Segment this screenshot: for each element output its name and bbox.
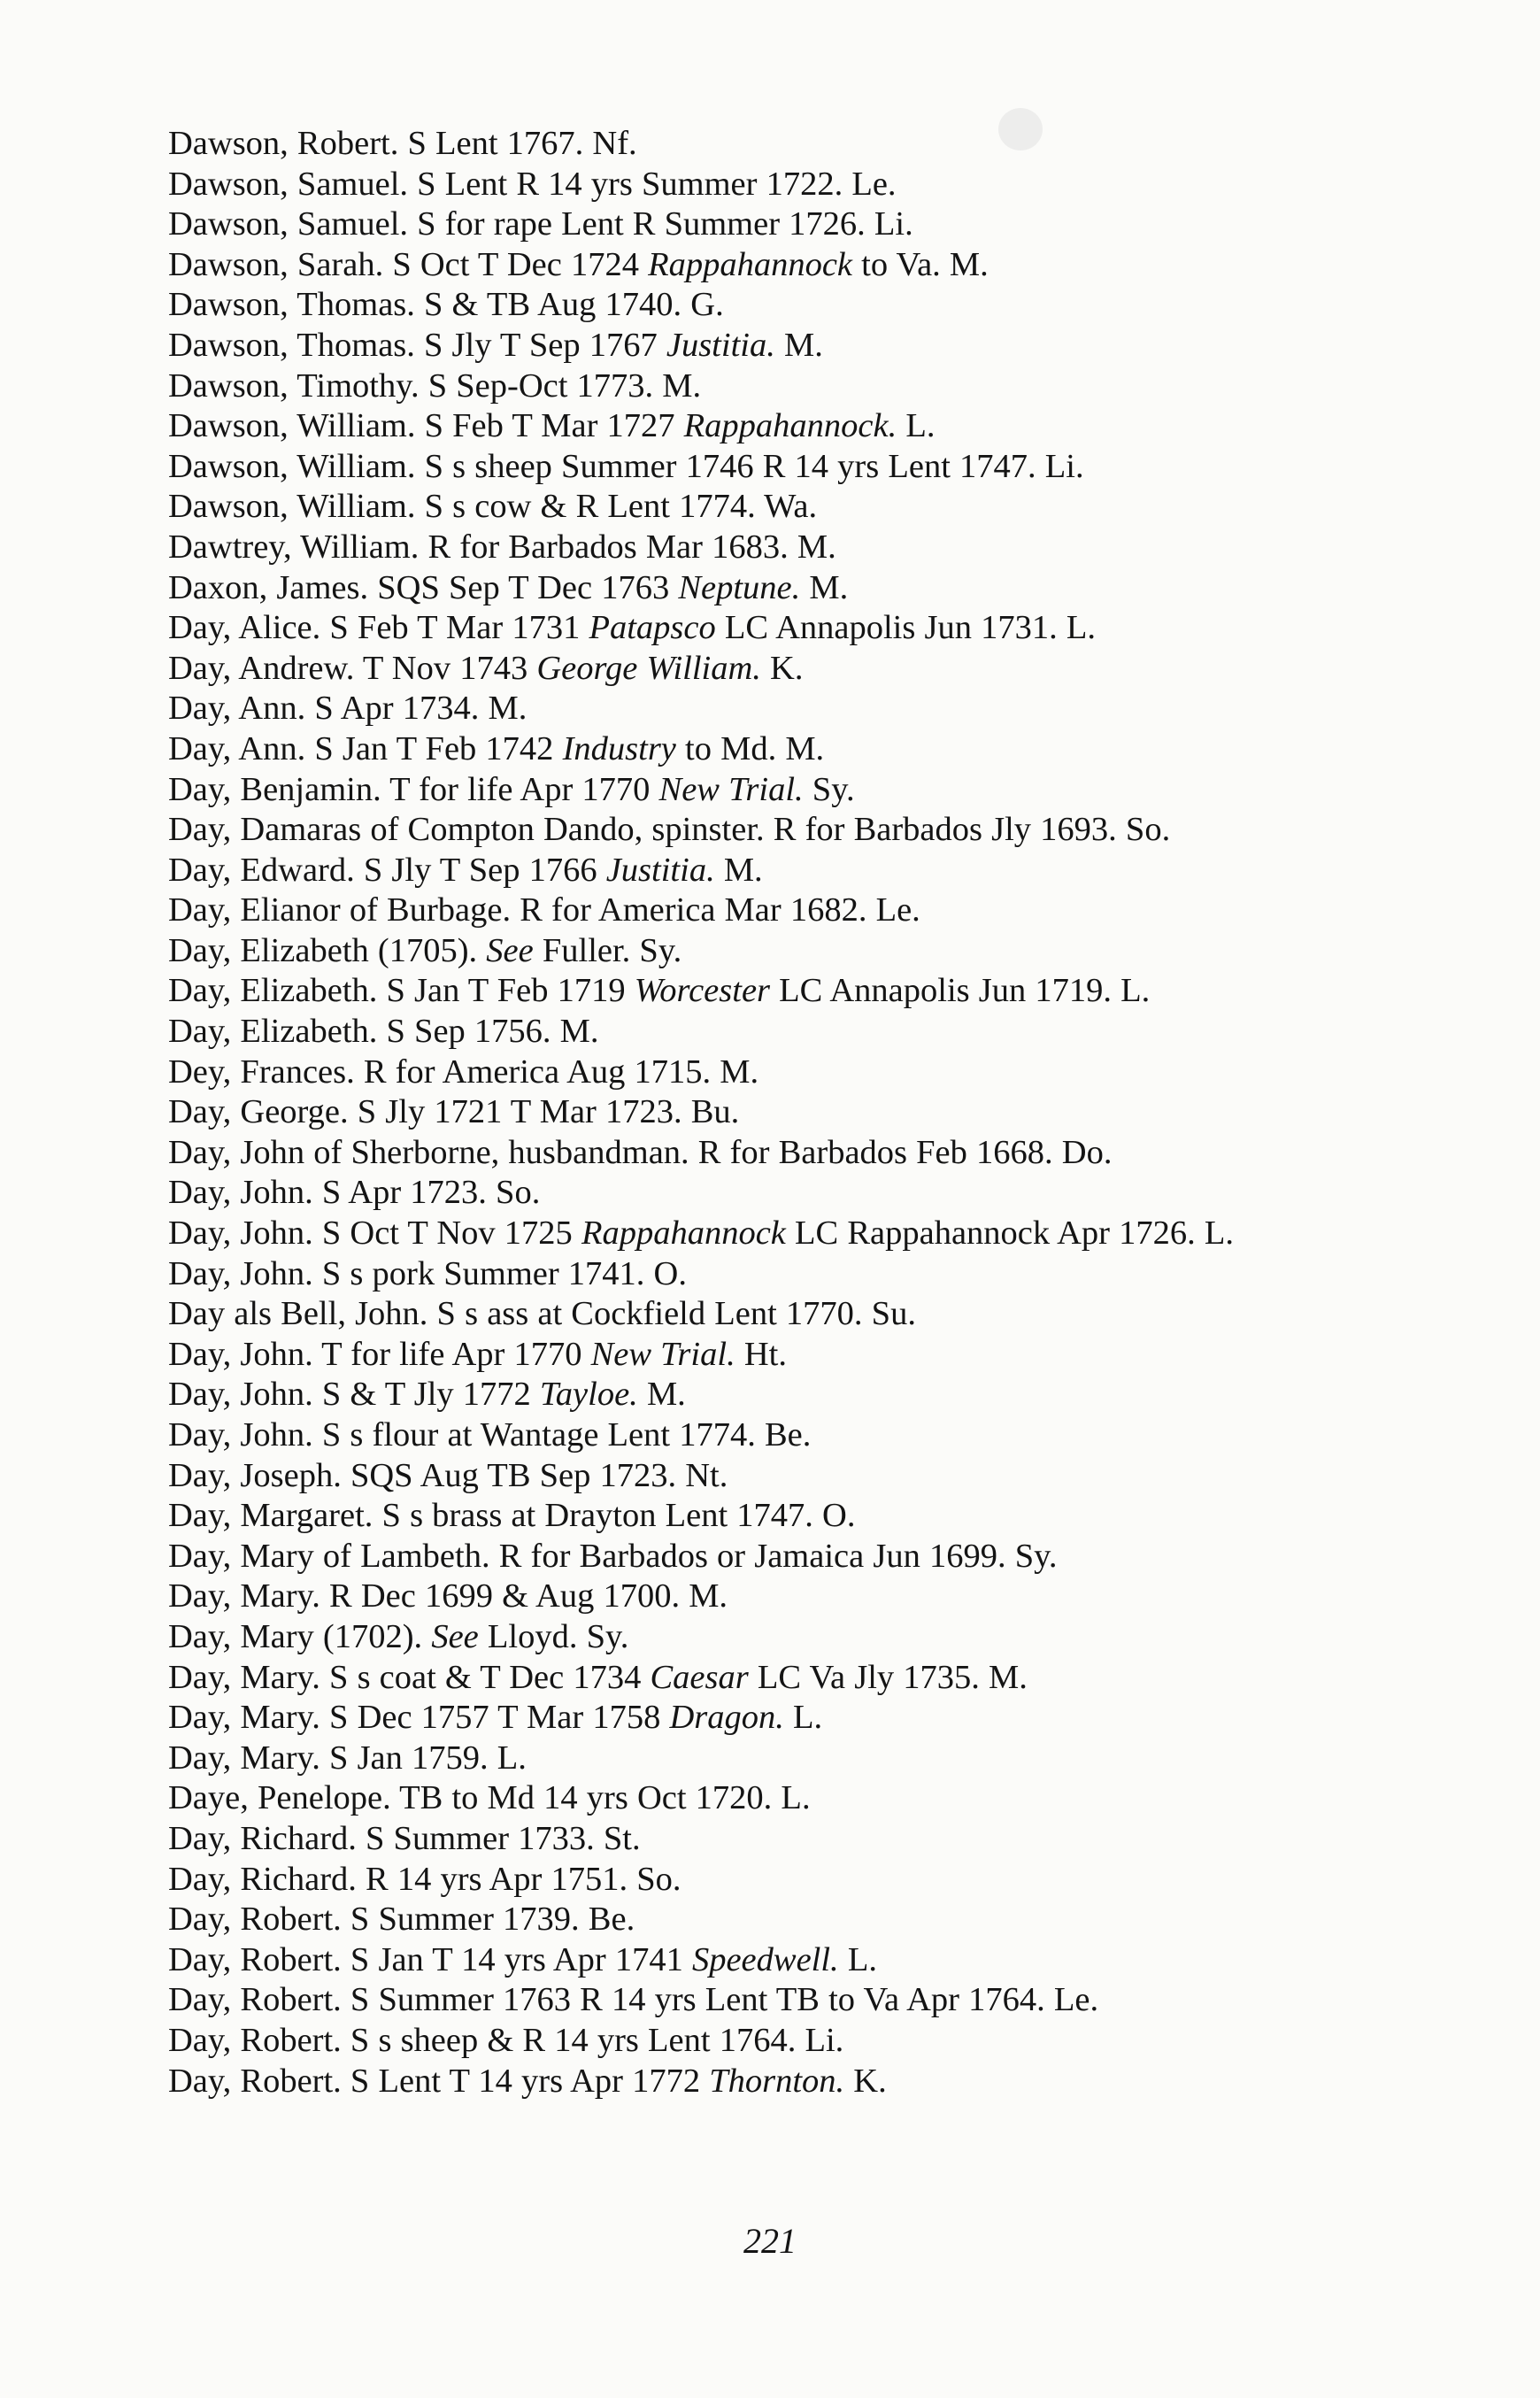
entry-text: Day, John. T for life Apr 1770 — [168, 1335, 591, 1373]
list-item — [168, 285, 1372, 326]
entry-text: Day, Alice. S Feb T Mar 1731 — [168, 609, 589, 647]
entry-italic-text: Justitia. — [666, 326, 775, 364]
entry-text: LC Rappahannock Apr 1726. L. — [785, 1214, 1235, 1253]
entry-text: Day, Ann. S Jan T Feb 1742 — [168, 729, 563, 767]
list-item — [168, 2021, 1372, 2062]
entry-text: Dawson, William. S s sheep Summer 1746 R 14 yrs Lent 1747. Li. — [168, 447, 1084, 485]
entry-text: Day als Bell, John. S s ass at Cockfield Lent 1770. Su. — [168, 1295, 916, 1333]
entry-text: Day, Mary. S s coat & T Dec 1734 — [168, 1658, 651, 1696]
entry-text: Day, Andrew. T Nov 1743 — [168, 649, 537, 687]
entry-text: Day, John. S Apr 1723. So. — [168, 1174, 541, 1212]
entry-italic-text: Dragon. — [669, 1699, 784, 1737]
entry-text: Day, Mary. S Jan 1759. L. — [168, 1739, 527, 1777]
entry-text: M. — [714, 851, 763, 889]
list-item — [168, 891, 1372, 931]
list-item — [168, 1254, 1372, 1295]
entry-text: K. — [844, 2062, 887, 2100]
list-item — [168, 1617, 1372, 1658]
entry-text: Dawtrey, William. R for Barbados Mar 1683. M. — [168, 528, 836, 566]
entry-italic-text: Patapsco — [589, 609, 716, 647]
entry-text: Day, Mary. R Dec 1699 & Aug 1700. M. — [168, 1577, 728, 1615]
entry-text: Day, Damaras of Compton Dando, spinster. R for Barbados Jly 1693. So. — [168, 811, 1171, 849]
list-item — [168, 326, 1372, 366]
entry-text: Day, Ann. S Apr 1734. M. — [168, 690, 527, 728]
list-item — [168, 931, 1372, 972]
list-item — [168, 1173, 1372, 1214]
list-item — [168, 971, 1372, 1012]
entry-text: Lloyd. Sy. — [478, 1617, 629, 1655]
list-item — [168, 1537, 1372, 1577]
entry-text: Day, Margaret. S s brass at Drayton Lent 1747. O. — [168, 1497, 856, 1535]
list-item — [168, 1214, 1372, 1254]
entry-text: Dawson, Thomas. S & TB Aug 1740. G. — [168, 286, 724, 324]
entry-text: Sy. — [803, 770, 855, 808]
list-item — [168, 770, 1372, 811]
entry-text: Day, Robert. S Summer 1739. Be. — [168, 1901, 635, 1939]
list-item — [168, 487, 1372, 528]
entry-text: M. — [800, 568, 849, 606]
entry-italic-text: New Trial. — [658, 770, 804, 808]
list-item — [168, 204, 1372, 245]
entry-text: Day, Elianor of Burbage. R for America Mar 1682. Le. — [168, 891, 920, 929]
entry-text: Day, Mary. S Dec 1757 T Mar 1758 — [168, 1699, 670, 1737]
entry-italic-text: Thornton. — [709, 2062, 845, 2100]
list-item — [168, 1778, 1372, 1819]
entry-italic-text: Speedwell. — [691, 1940, 839, 1978]
entry-text: LC Va Jly 1735. M. — [748, 1658, 1028, 1696]
entry-text: Day, George. S Jly 1721 T Mar 1723. Bu. — [168, 1093, 740, 1131]
list-item — [168, 1456, 1372, 1497]
list-item — [168, 1294, 1372, 1335]
list-item — [168, 1940, 1372, 1981]
list-item — [168, 608, 1372, 649]
entry-text: Dawson, Timothy. S Sep-Oct 1773. M. — [168, 366, 702, 405]
list-item — [168, 124, 1372, 165]
entry-italic-text: Caesar — [650, 1658, 749, 1696]
list-item — [168, 1900, 1372, 1940]
entry-text: Day, Elizabeth. S Sep 1756. M. — [168, 1013, 599, 1051]
list-item — [168, 406, 1372, 447]
entry-text: M. — [637, 1376, 686, 1414]
entry-text: Day, Joseph. SQS Aug TB Sep 1723. Nt. — [168, 1456, 728, 1494]
entry-text: Day, Elizabeth. S Jan T Feb 1719 — [168, 972, 635, 1010]
list-item — [168, 1092, 1372, 1133]
entry-list — [168, 124, 1372, 2101]
entry-text: M. — [774, 326, 823, 364]
list-item — [168, 1860, 1372, 1901]
entry-text: Day, Edward. S Jly T Sep 1766 — [168, 851, 606, 889]
list-item — [168, 810, 1372, 851]
entry-text: L. — [783, 1699, 823, 1737]
entry-text: Day, John. S Oct T Nov 1725 — [168, 1214, 581, 1253]
entry-text: Dawson, Thomas. S Jly T Sep 1767 — [168, 326, 666, 364]
entry-text: to Md. M. — [675, 729, 825, 767]
list-item — [168, 1496, 1372, 1537]
list-item — [168, 1375, 1372, 1415]
list-item — [168, 447, 1372, 488]
entry-italic-text: Worcester — [634, 972, 771, 1010]
entry-text: K. — [760, 649, 804, 687]
entry-text: Day, Elizabeth (1705). — [168, 931, 487, 969]
page-number: 221 — [743, 2221, 797, 2261]
entry-text: Dawson, Robert. S Lent 1767. Nf. — [168, 125, 637, 162]
entry-text: Day, Mary (1702). — [168, 1617, 432, 1655]
list-item — [168, 1658, 1372, 1699]
entry-text: Dawson, Samuel. S for rape Lent R Summer 1726. Li. — [168, 205, 913, 243]
list-item — [168, 649, 1372, 690]
entry-text: Dey, Frances. R for America Aug 1715. M. — [168, 1052, 759, 1091]
entry-text: Day, Robert. S s sheep & R 14 yrs Lent 1764. Li. — [168, 2021, 844, 2059]
list-item — [168, 689, 1372, 729]
list-item — [168, 2062, 1372, 2102]
entry-italic-text: Rappahannock. — [683, 407, 897, 445]
entry-text: Day, Benjamin. T for life Apr 1770 — [168, 770, 659, 808]
entry-text: Day, Mary of Lambeth. R for Barbados or Jamaica Jun 1699. Sy. — [168, 1537, 1058, 1575]
list-item — [168, 1698, 1372, 1739]
entry-text: LC Annapolis Jun 1731. L. — [715, 609, 1096, 647]
entry-italic-text: Rappahannock — [648, 245, 853, 283]
list-item — [168, 1335, 1372, 1376]
entry-text: Day, Richard. S Summer 1733. St. — [168, 1819, 641, 1857]
entry-text: L. — [897, 407, 936, 445]
entry-text: Dawson, William. S Feb T Mar 1727 — [168, 407, 684, 445]
entry-text: Daxon, James. SQS Sep T Dec 1763 — [168, 568, 679, 606]
entry-italic-text: See — [431, 1617, 479, 1655]
entry-text: L. — [838, 1940, 877, 1978]
entry-italic-text: George William. — [536, 649, 761, 687]
list-item — [168, 1133, 1372, 1174]
list-item — [168, 1577, 1372, 1617]
entry-italic-text: See — [486, 931, 534, 969]
list-item — [168, 1415, 1372, 1456]
entry-italic-text: Industry — [562, 729, 676, 767]
entry-italic-text: Rappahannock — [581, 1214, 786, 1253]
entry-italic-text: Neptune. — [678, 568, 801, 606]
entry-text: LC Annapolis Jun 1719. L. — [770, 972, 1151, 1010]
entry-text: Day, John. S s pork Summer 1741. O. — [168, 1254, 687, 1292]
entry-text: Day, John. S s flour at Wantage Lent 1774. Be. — [168, 1416, 812, 1453]
list-item — [168, 366, 1372, 407]
entry-text: Day, Robert. S Summer 1763 R 14 yrs Lent TB to Va Apr 1764. Le. — [168, 1981, 1099, 2019]
list-item — [168, 245, 1372, 286]
list-item — [168, 528, 1372, 568]
list-item — [168, 729, 1372, 770]
entry-text: to Va. M. — [852, 245, 989, 283]
entry-text: Day, Robert. S Lent T 14 yrs Apr 1772 — [168, 2062, 710, 2100]
list-item — [168, 1739, 1372, 1779]
entry-text: Day, John of Sherborne, husbandman. R for Barbados Feb 1668. Do. — [168, 1133, 1113, 1171]
entry-text: Day, John. S & T Jly 1772 — [168, 1376, 540, 1414]
entry-text: Ht. — [735, 1335, 787, 1373]
entry-text: Dawson, Sarah. S Oct T Dec 1724 — [168, 245, 649, 283]
entry-text: Dawson, William. S s cow & R Lent 1774. Wa. — [168, 488, 818, 526]
list-item — [168, 851, 1372, 891]
entry-italic-text: New Trial. — [590, 1335, 735, 1373]
entry-text: Fuller. Sy. — [533, 931, 682, 969]
entry-text: Dawson, Samuel. S Lent R 14 yrs Summer 1722. Le. — [168, 165, 897, 203]
list-item — [168, 1980, 1372, 2021]
entry-text: Day, Richard. R 14 yrs Apr 1751. So. — [168, 1860, 681, 1898]
entry-text: Day, Robert. S Jan T 14 yrs Apr 1741 — [168, 1940, 692, 1978]
entry-italic-text: Justitia. — [605, 851, 715, 889]
entry-text: Daye, Penelope. TB to Md 14 yrs Oct 1720. L. — [168, 1779, 811, 1817]
list-item — [168, 1012, 1372, 1052]
entry-italic-text: Tayloe. — [539, 1376, 638, 1414]
list-item — [168, 165, 1372, 205]
list-item — [168, 1052, 1372, 1093]
list-item — [168, 1819, 1372, 1860]
list-item — [168, 568, 1372, 609]
